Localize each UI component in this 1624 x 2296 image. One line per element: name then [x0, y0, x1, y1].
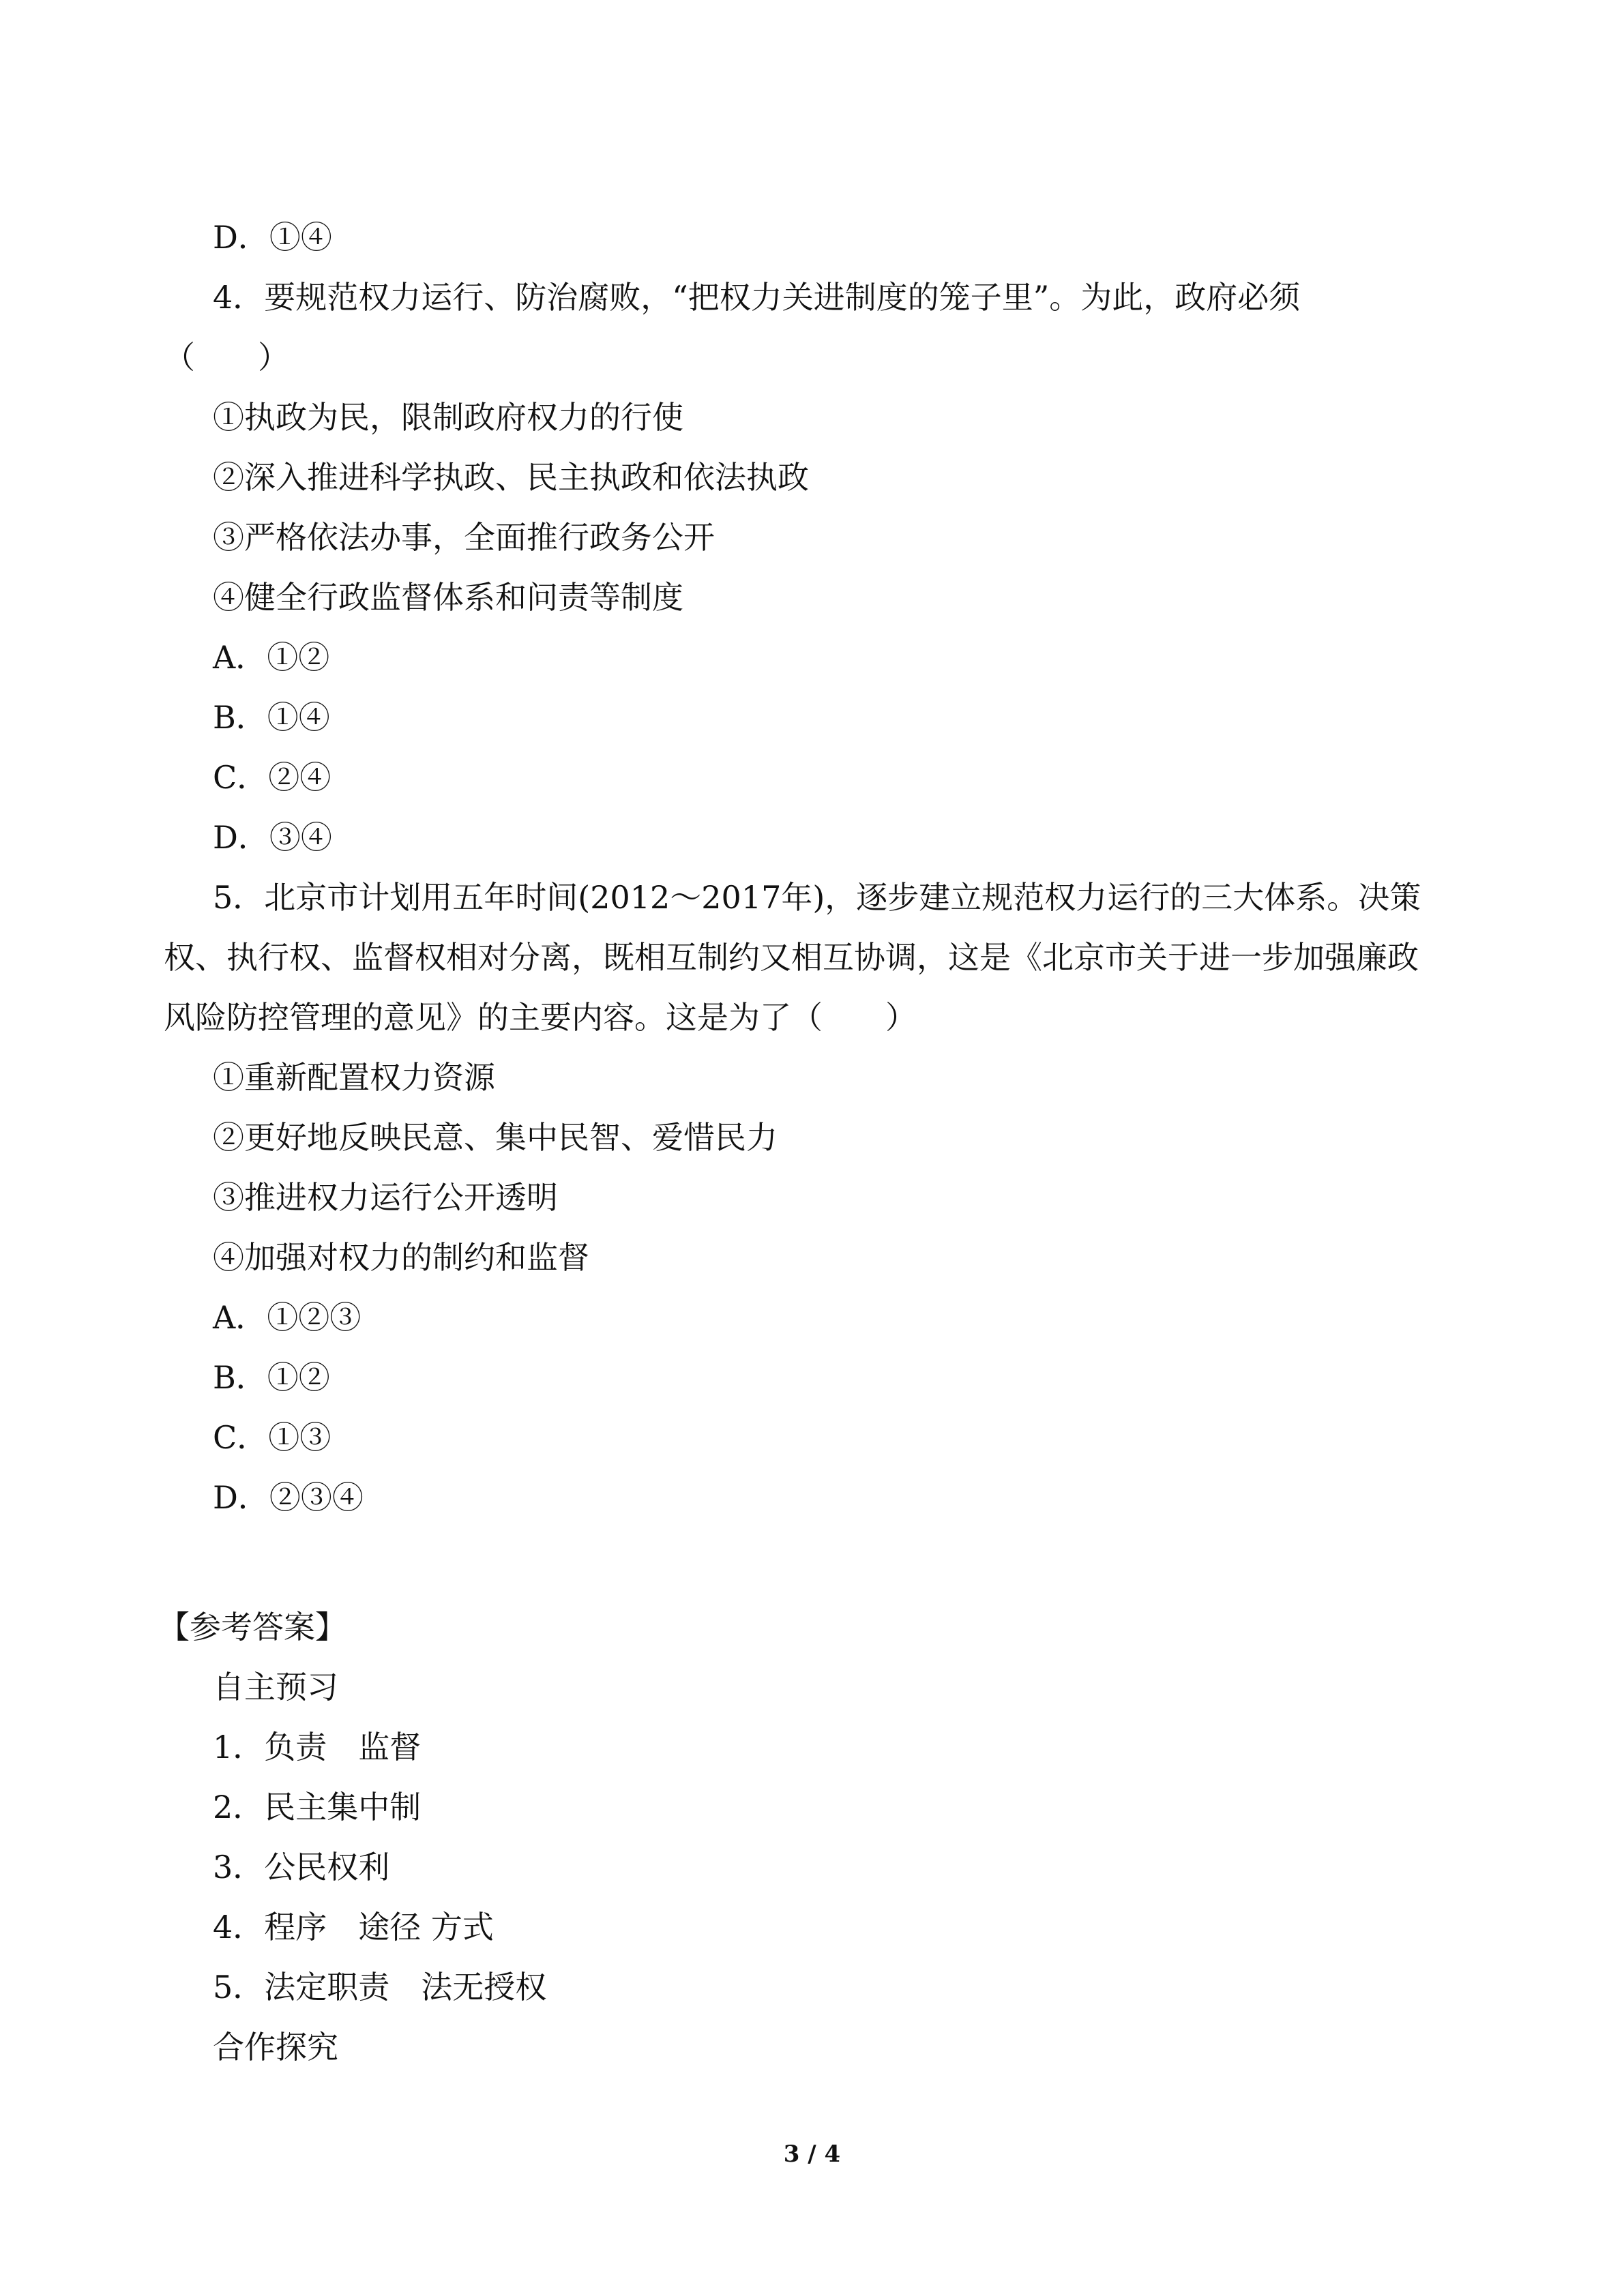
answers-section-cooperative: 合作探究 [213, 2029, 338, 2066]
q3-option-d: D．①④ [213, 219, 332, 256]
q5-stem-line-1: 5．北京市计划用五年时间(2012～2017年)，逐步建立规范权力运行的三大体系。决策 [213, 879, 1421, 916]
answer-item-5: 5．法定职责 法无授权 [213, 1969, 547, 2006]
answer-item-3: 3．公民权利 [213, 1849, 390, 1885]
q5-statement-2: ②更好地反映民意、集中民智、爱惜民力 [213, 1119, 778, 1156]
q5-statement-3: ③推进权力运行公开透明 [213, 1179, 558, 1216]
q4-statement-3: ③严格依法办事，全面推行政务公开 [213, 519, 715, 556]
q4-statement-4: ④健全行政监督体系和问责等制度 [213, 579, 683, 616]
q4-option-b: B．①④ [213, 699, 330, 736]
q5-statement-1: ①重新配置权力资源 [213, 1059, 495, 1096]
q5-option-d: D．②③④ [213, 1479, 364, 1516]
q4-stem: 4．要规范权力运行、防治腐败，“把权力关进制度的笼子里”。为此，政府必须 [213, 279, 1301, 316]
q4-statement-1: ①执政为民，限制政府权力的行使 [213, 399, 683, 436]
q4-option-d: D．③④ [213, 819, 332, 856]
q5-stem-line-2: 权、执行权、监督权相对分离，既相互制约又相互协调，这是《北京市关于进一步加强廉政 [164, 939, 1419, 976]
answer-item-1: 1．负责 监督 [213, 1729, 422, 1765]
q5-option-a: A．①②③ [213, 1299, 361, 1336]
q5-option-b: B．①② [213, 1359, 330, 1396]
q5-statement-4: ④加强对权力的制约和监督 [213, 1239, 589, 1276]
q4-option-a: A．①② [213, 639, 330, 676]
q4-option-c: C．②④ [213, 759, 331, 796]
answer-item-2: 2．民主集中制 [213, 1789, 422, 1825]
answers-section-self-study: 自主预习 [213, 1669, 338, 1705]
q4-blank: （ ） [164, 339, 289, 376]
answers-heading: 【参考答案】 [158, 1609, 346, 1645]
q5-option-c: C．①③ [213, 1419, 331, 1456]
q4-statement-2: ②深入推进科学执政、民主执政和依法执政 [213, 459, 809, 496]
q5-stem-line-3: 风险防控管理的意见》的主要内容。这是为了（ ） [164, 999, 917, 1036]
answer-item-4: 4．程序 途径 方式 [213, 1909, 494, 1945]
page-number: 3 / 4 [783, 2141, 841, 2168]
